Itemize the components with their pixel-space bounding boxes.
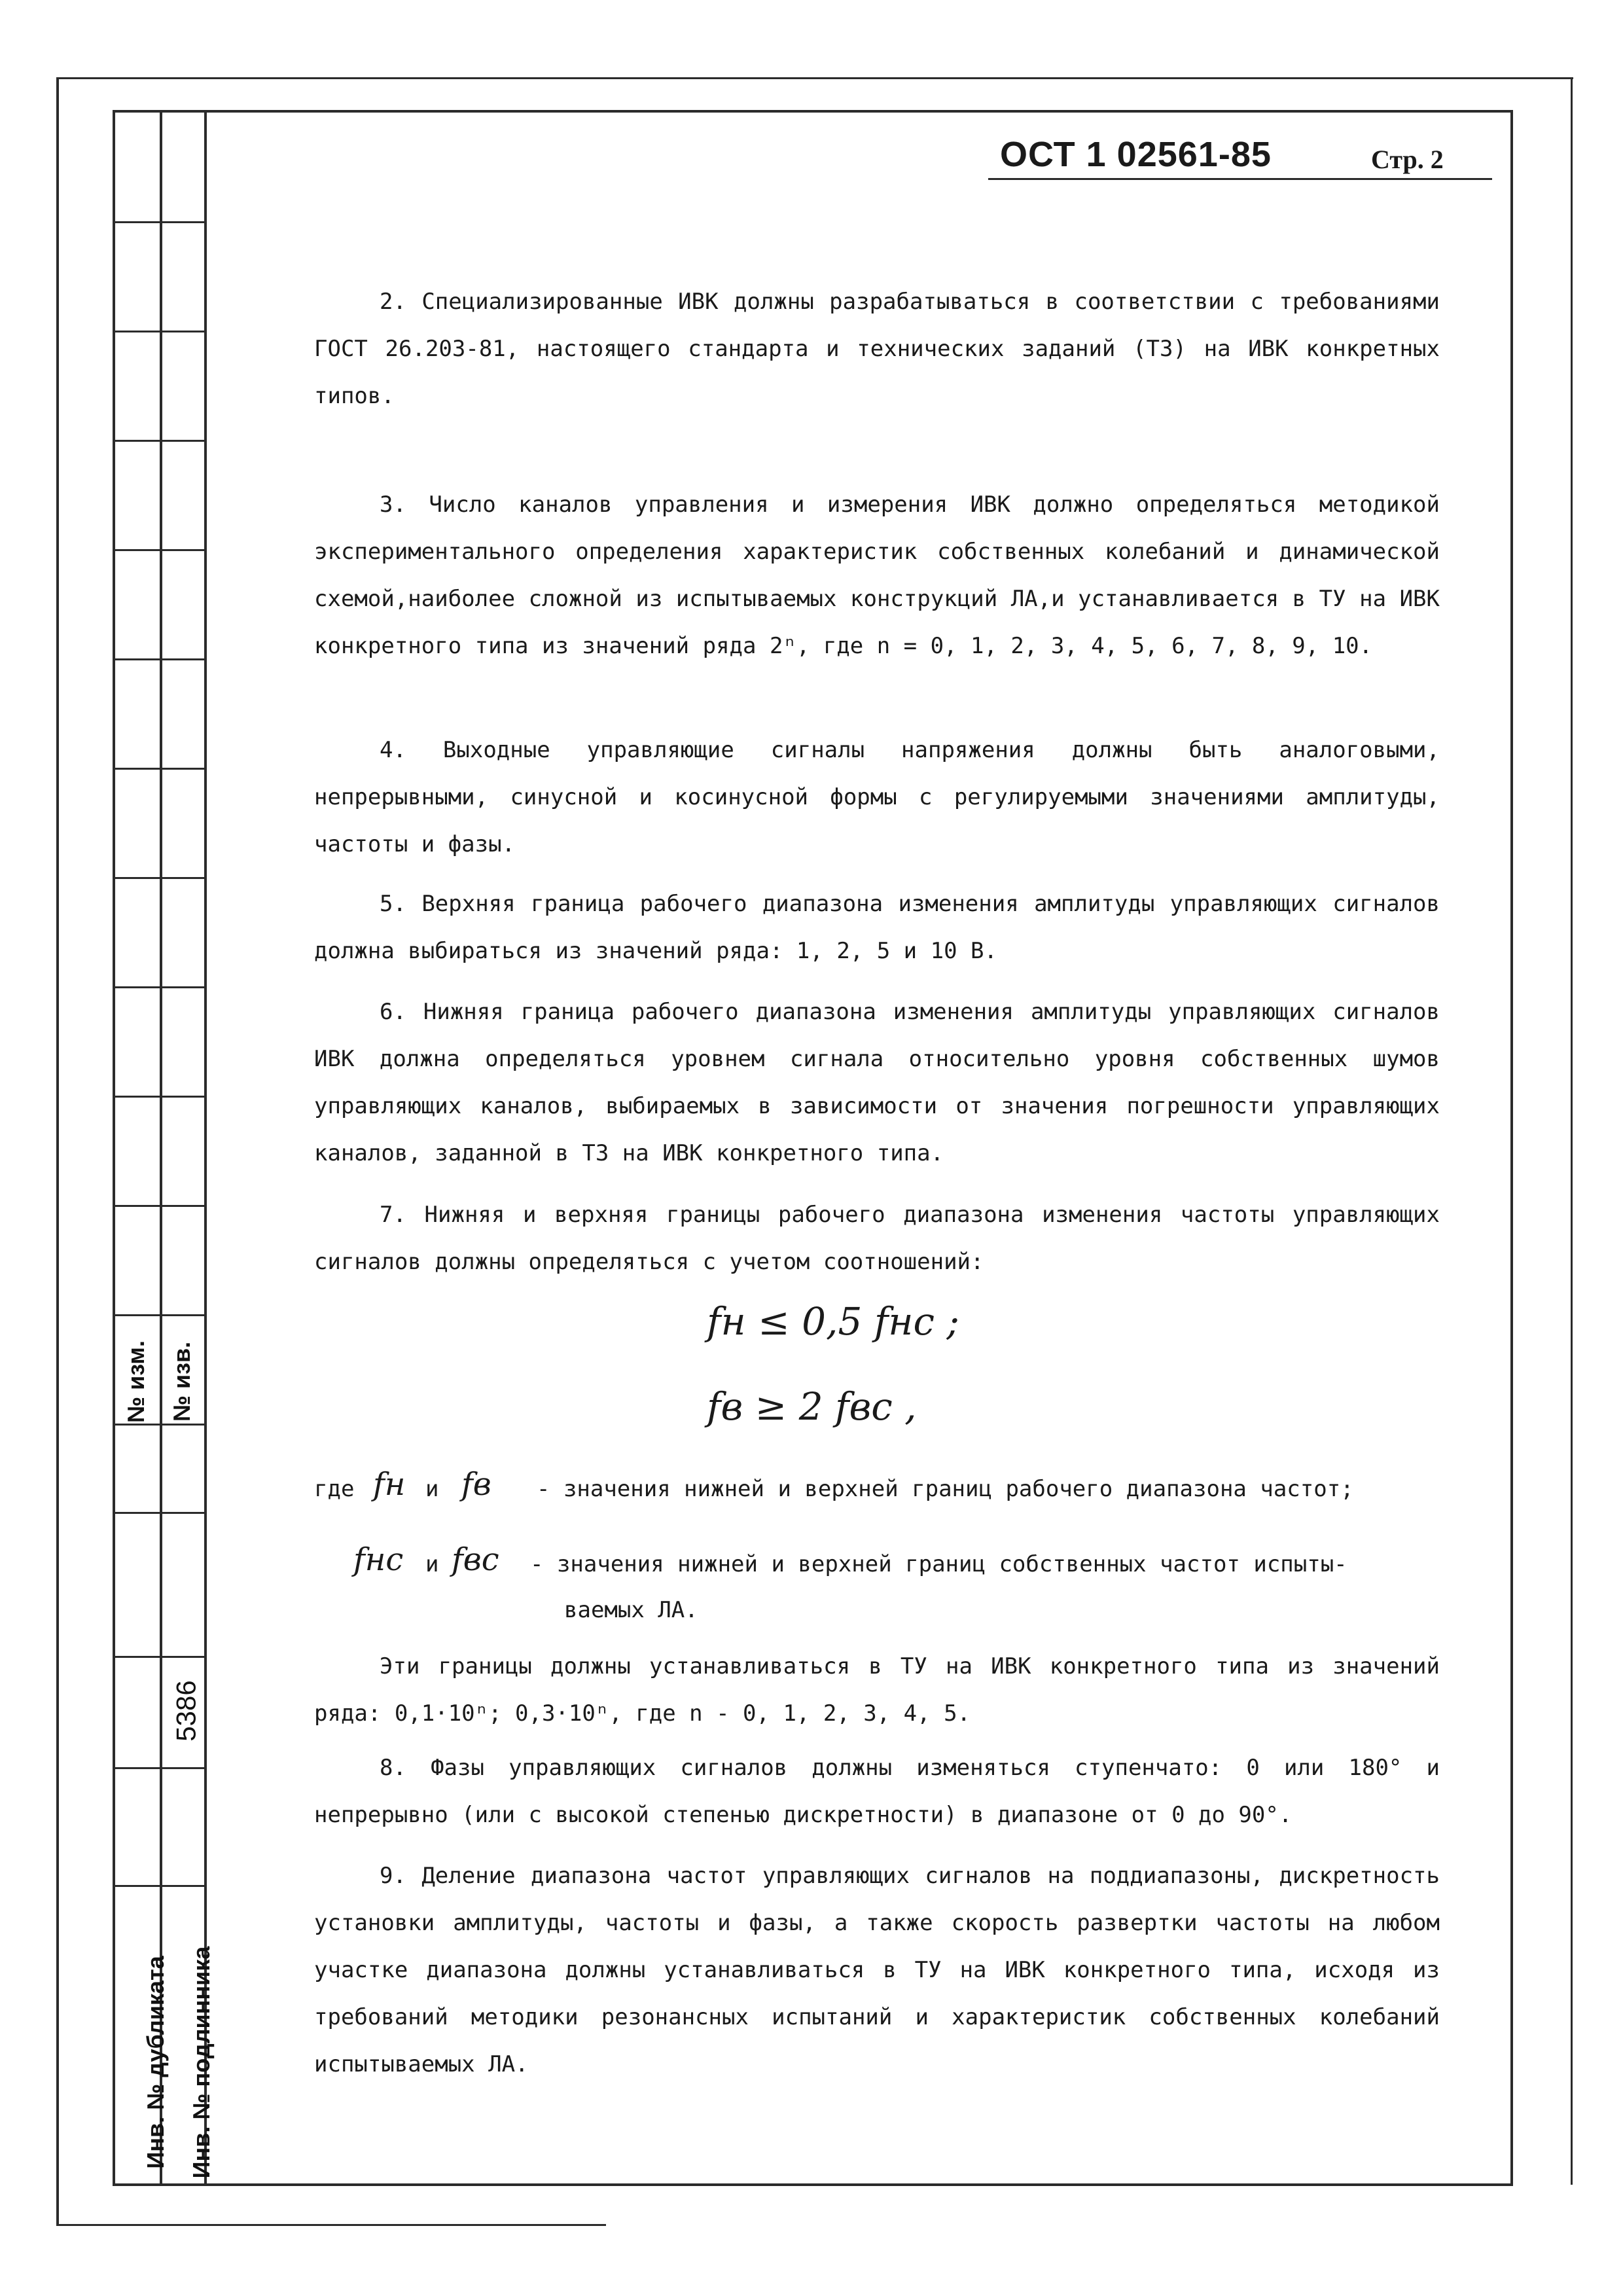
formula-lower-bound: fн ≤ 0,5 fнс ;: [707, 1299, 959, 1344]
section-p2: [314, 278, 1440, 420]
definition-text-2a: - значения нижней и верхней границ собственных частот испыты-: [530, 1551, 1347, 1577]
section-p3: [314, 481, 1440, 670]
definition-text-2b: ваемых ЛА.: [564, 1597, 698, 1623]
frame-inner-left: [113, 110, 115, 2185]
paragraph-8: 8. Фазы управляющих сигналов должны изменяться ступенчато: 0 или 180° и непрерывно (или с высокой степенью дискретности) в диапазоне от 0 до 90°.: [314, 1755, 1440, 1828]
margin-grid-line: [113, 1885, 204, 1887]
section-p9: [314, 1852, 1440, 2088]
margin-grid-line: [113, 331, 204, 332]
definition-text-1: - значения нижней и верхней границ рабочего диапазона частот;: [537, 1476, 1354, 1502]
paragraph-2: 2. Специализированные ИВК должны разрабатываться в соответствии с требованиями ГОСТ 26.203-81, настоящего стандарта и технических заданий (ТЗ) на ИВК конкретных типов.: [314, 289, 1440, 409]
definition-and-2: и: [425, 1551, 439, 1577]
margin-grid-line: [113, 1656, 204, 1658]
paragraph-7b: Эти границы должны устанавливаться в ТУ на ИВК конкретного типа из значений ряда: 0,1·10ⁿ; 0,3·10ⁿ, где n - 0, 1, 2, 3, 4, 5.: [314, 1653, 1440, 1727]
formula-upper-bound: fв ≥ 2 fвс ,: [707, 1384, 917, 1429]
margin-label-dublikat: Инв. № дубликата: [142, 1956, 169, 2169]
margin-grid-line: [113, 658, 204, 660]
paragraph-3: 3. Число каналов управления и измерения ИВК должно определяться методикой экспериментального определения характеристик собственных колебаний и динамической схемой,наиболее сложной из испытываемых конструкций ЛА,и устанавливается в ТУ на ИВК конкретного типа из значений ряда 2ⁿ, где n = 0, 1, 2, 3, 4, 5, 6, 7, 8, 9, 10.: [314, 492, 1440, 659]
margin-grid-line: [113, 877, 204, 879]
paragraph-5: 5. Верхняя граница рабочего диапазона изменения амплитуды управляющих сигналов должна выбираться из значений ряда: 1, 2, 5 и 10 В.: [314, 891, 1440, 964]
frame-outer-top: [56, 77, 1573, 79]
header-underline: [988, 178, 1492, 180]
paragraph-7: 7. Нижняя и верхняя границы рабочего диапазона изменения частоты управляющих сигналов должны определяться с учетом соотношений:: [314, 1202, 1440, 1275]
frame-inner-bottom: [113, 2183, 1513, 2186]
definition-prefix: где: [314, 1476, 355, 1502]
frame-inner-right: [1510, 110, 1513, 2185]
margin-grid-line: [113, 440, 204, 442]
margin-number: 5386: [170, 1680, 202, 1742]
frame-outer-right: [1571, 77, 1573, 2185]
definition-symbol-fvs: fвс: [452, 1541, 499, 1578]
margin-grid-line: [113, 1767, 204, 1769]
section-p5: [314, 880, 1440, 975]
margin-grid-line: [113, 986, 204, 988]
section-p7b: [314, 1643, 1440, 1737]
margin-grid-line: [113, 1512, 204, 1514]
margin-grid-line: [113, 1314, 204, 1316]
frame-inner-top: [113, 110, 1513, 113]
margin-label-izm: № изм.: [122, 1340, 149, 1423]
section-p7: [314, 1191, 1440, 1285]
margin-grid-line: [113, 768, 204, 770]
margin-grid-line: [113, 221, 204, 223]
definition-and: и: [425, 1476, 439, 1502]
margin-grid-line: [113, 549, 204, 551]
definition-symbol-fn: fн: [373, 1466, 406, 1503]
paragraph-4: 4. Выходные управляющие сигналы напряжения должны быть аналоговыми, непрерывными, синусной и косинусной формы с регулируемыми значениями амплитуды, частоты и фазы.: [314, 737, 1440, 857]
paragraph-9: 9. Деление диапазона частот управляющих сигналов на поддиапазоны, дискретность установки амплитуды, частоты и фазы, а также скорость развертки частоты на любом участке диапазона должны устанавливаться в ТУ на ИВК конкретного типа, исходя из требований методики резонансных испытаний и характеристик собственных колебаний испытываемых ЛА.: [314, 1863, 1440, 2077]
definition-symbol-fns: fнс: [353, 1541, 404, 1578]
margin-grid-line: [113, 1096, 204, 1098]
section-p4: [314, 726, 1440, 868]
frame-inner-mid: [160, 110, 162, 2185]
definition-symbol-fv: fв: [461, 1466, 491, 1503]
frame-inner-content-left: [204, 110, 207, 2185]
margin-label-izv: № изв.: [168, 1341, 195, 1422]
page-number: Стр. 2: [1371, 145, 1444, 174]
document-code: ОСТ 1 02561-85: [1000, 135, 1272, 174]
margin-grid-line: [113, 1205, 204, 1207]
frame-outer-left: [56, 79, 59, 2225]
paragraph-6: 6. Нижняя граница рабочего диапазона изменения амплитуды управляющих сигналов ИВК должна определяться уровнем сигнала относительно уровня собственных шумов управляющих каналов, выбираемых в зависимости от значения погрешности управляющих каналов, заданной в ТЗ на ИВК конкретного типа.: [314, 999, 1440, 1166]
frame-outer-bottom: [56, 2224, 606, 2226]
section-p8: [314, 1744, 1440, 1839]
section-p6: [314, 988, 1440, 1177]
margin-label-podlinnik: Инв. № подлинника: [188, 1946, 215, 2179]
